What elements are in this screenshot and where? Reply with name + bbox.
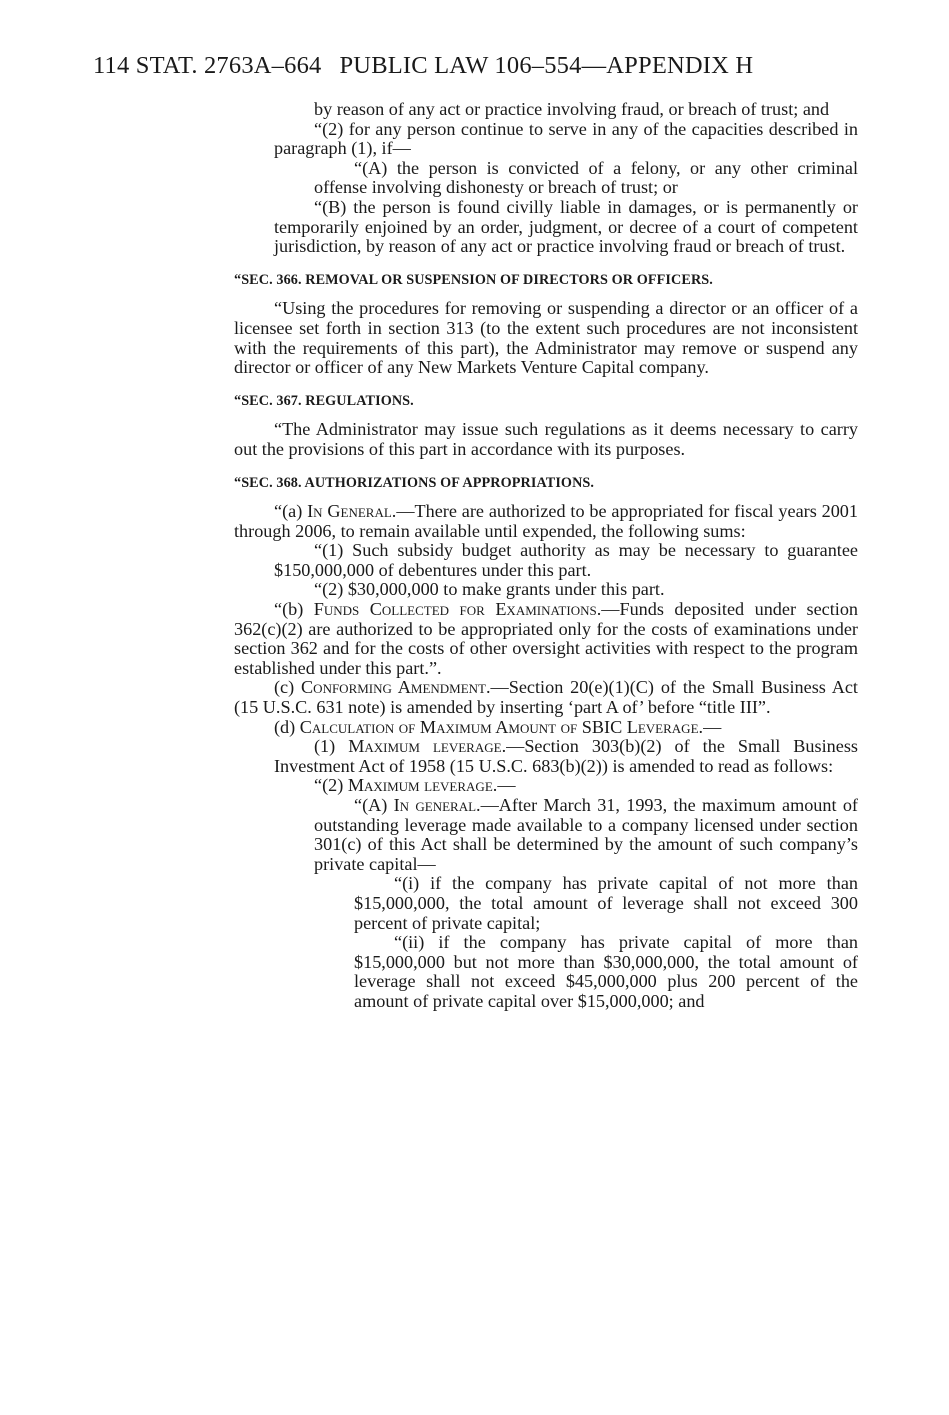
subsection-lead: (d) (274, 716, 300, 737)
paragraph: “Using the procedures for removing or suspending a director or an officer of a licensee set forth in section 313 (to the extent such procedures are not inconsistent with the requirements of this part), the Administrator may remove or suspend any director or officer of any New Markets Venture Capital company. (234, 298, 858, 378)
paragraph: “(B) the person is found civilly liable in damages, or is permanently or temporarily enjoined by an order, judgment, or decree of a court of competent jurisdiction, by reason of any act or practice involving fraud or breach of trust. (274, 196, 858, 257)
subsection-c (234, 678, 858, 717)
subsection-a (234, 502, 858, 541)
subsection-text: — (703, 716, 722, 737)
statute-citation: 114 STAT. 2763A–664 (93, 52, 322, 79)
paragraph-text: —After March 31, 1993, the maximum amount of outstanding leverage made available to a company licensed under section 301(c) of this Act shall be determined by the amount of such company’s private capital— (314, 795, 858, 874)
paragraph-2 (234, 776, 858, 796)
subparagraph-A (234, 796, 858, 874)
subsection-text: —Funds deposited under section 362(c)(2) are authorized to be appropriated only for the costs of examinations under section 362 and for the costs of other oversight activities with respect to the program established under this part.”. (234, 599, 859, 678)
paragraph-lead: (1) (314, 736, 349, 757)
subsection-text: —There are authorized to be appropriated for fiscal years 2001 through 2006, to remain available until expended, the following sums: (234, 501, 858, 541)
subsection-heading: Calculation of Maximum Amount of SBIC Leverage. (299, 716, 704, 737)
page-body (234, 100, 858, 1012)
section-heading-367: “SEC. 367. REGULATIONS. (234, 392, 414, 409)
paragraph: by reason of any act or practice involving fraud, or breach of trust; and (314, 99, 830, 119)
paragraph: “The Administrator may issue such regulations as it deems necessary to carry out the provisions of this part in accordance with its purposes. (234, 419, 858, 459)
subsection-lead: “(b) (274, 599, 314, 620)
paragraph-heading: Maximum leverage. (348, 736, 507, 757)
paragraph-lead: “(2) (314, 775, 348, 796)
subsection-text: —Section 20(e)(1)(C) of the Small Business Act (15 U.S.C. 631 note) is amended by inserting ‘part A of’ before “title III”. (234, 677, 858, 718)
subsection-heading: In General. (307, 501, 397, 522)
subsection-lead: “(a) (274, 501, 308, 522)
paragraph-heading: In general. (393, 795, 481, 815)
section-heading-368: “SEC. 368. AUTHORIZATIONS OF APPROPRIATIONS. (234, 474, 595, 491)
clause-i: “(i) if the company has private capital of not more than $15,000,000, the total amount of leverage shall not exceed 300 percent of private capital; (354, 873, 858, 933)
clause-ii: “(ii) if the company has private capital of more than $15,000,000 but not more than $30,000,000, the total amount of leverage shall not exceed $45,000,000 plus 200 percent of the amount of private capital over $15,000,000; and (354, 932, 858, 1011)
subsection-b (234, 600, 858, 678)
paragraph: “(2) $30,000,000 to make grants under this part. (314, 579, 665, 600)
paragraph: “(2) for any person continue to serve in any of the capacities described in paragraph (1), if— (274, 118, 858, 159)
section-heading-366: “SEC. 366. REMOVAL OR SUSPENSION OF DIRECTORS OR OFFICERS. (234, 271, 713, 288)
paragraph: “(1) Such subsidy budget authority as may be necessary to guarantee $150,000,000 of debentures under this part. (274, 540, 858, 580)
law-title: PUBLIC LAW 106–554—APPENDIX H (339, 52, 754, 79)
page-header (93, 52, 753, 80)
subsection-heading: Conforming Amendment. (301, 677, 491, 698)
subsection-d (234, 718, 858, 738)
subsection-lead: (c) (274, 677, 302, 698)
paragraph-d1 (234, 737, 858, 776)
paragraph-lead: “(A) (354, 795, 394, 815)
subsection-heading: Funds Collected for Examinations. (313, 599, 602, 620)
paragraph-text: —Section 303(b)(2) of the Small Business Investment Act of 1958 (15 U.S.C. 683(b)(2)) is amended to read as follows: (274, 736, 858, 776)
paragraph-heading: Maximum leverage. (347, 775, 498, 796)
paragraph: “(A) the person is convicted of a felony, or any other criminal offense involving dishonesty or breach of trust; or (314, 157, 858, 198)
paragraph-text: — (497, 775, 516, 796)
